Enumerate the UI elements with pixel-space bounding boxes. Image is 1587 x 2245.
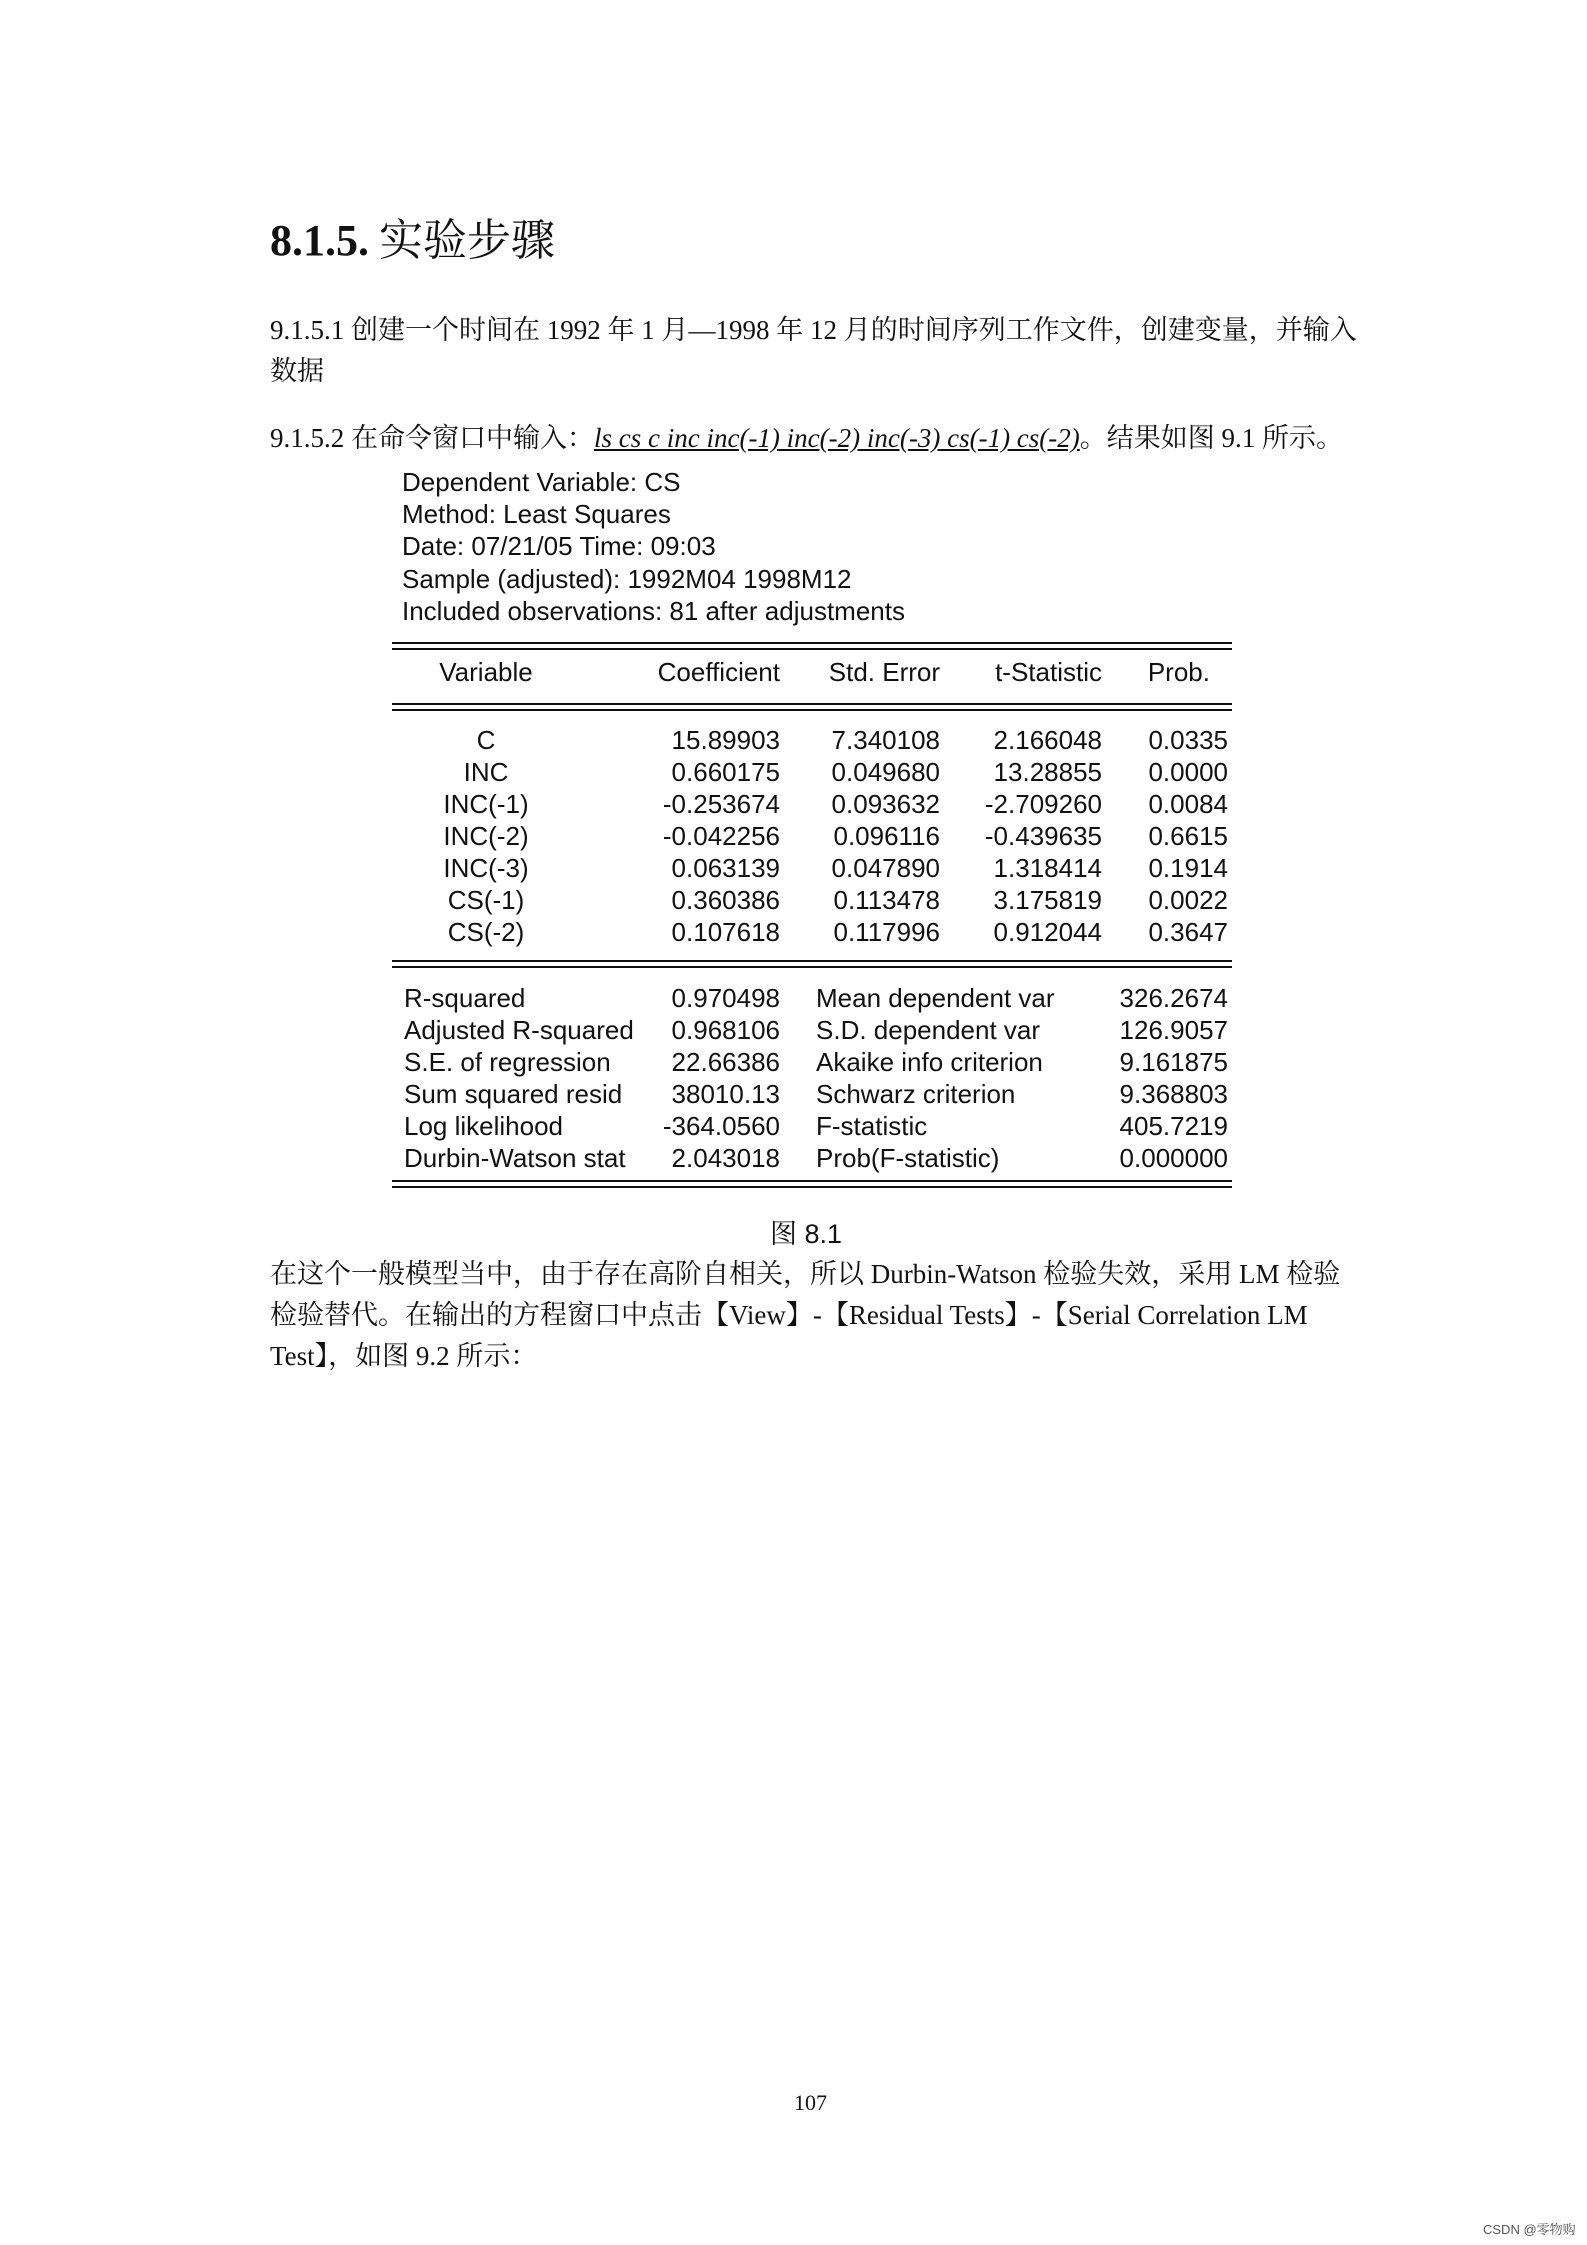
stats-rule	[392, 960, 1232, 962]
stat-value-left: 0.970498	[671, 983, 780, 1013]
step-3-paragraph: 在这个一般模型当中，由于存在高阶自相关，所以 Durbin-Watson 检验失效，采用 LM 检验检验替代。在输出的方程窗口中点击【View】-【Residual Tests】-【Serial Correlation LM Test】，如图 9.2 所示：	[270, 1259, 1341, 1371]
regression-output-header	[402, 466, 905, 627]
cell-std-error: 7.340108	[831, 725, 940, 755]
cell-prob: 0.6615	[1148, 821, 1228, 851]
date-line: Date: 07/21/05 Time: 09:03	[402, 531, 716, 562]
cell-std-error: 0.049680	[831, 757, 940, 787]
cell-t-statistic: 0.912044	[993, 917, 1102, 947]
sample-line: Sample (adjusted): 1992M04 1998M12	[402, 563, 852, 594]
stat-value-right: 405.7219	[1119, 1111, 1228, 1141]
coefficient-table-header	[392, 656, 1232, 688]
cell-variable: INC(-2)	[443, 821, 529, 851]
cell-prob: 0.0335	[1148, 725, 1228, 755]
method-line: Method: Least Squares	[402, 499, 671, 530]
cell-prob: 0.0022	[1148, 885, 1228, 915]
stat-row	[392, 1046, 1232, 1078]
step-2-prefix: 9.1.5.2 在命令窗口中输入：	[270, 423, 594, 453]
step-2-suffix: 。结果如图 9.1 所示。	[1079, 423, 1344, 453]
stat-label-right: Schwarz criterion	[816, 1079, 1016, 1109]
cell-variable: CS(-1)	[447, 885, 525, 915]
cell-variable: INC(-1)	[443, 789, 529, 819]
stat-value-left: 22.66386	[671, 1047, 780, 1077]
cell-variable: INC(-3)	[443, 853, 529, 883]
stat-value-right: 9.368803	[1119, 1079, 1228, 1109]
cell-prob: 0.0000	[1148, 757, 1228, 787]
stat-value-left: 0.968106	[671, 1015, 780, 1045]
cell-coefficient: 0.660175	[671, 757, 780, 787]
cell-coefficient: 0.063139	[671, 853, 780, 883]
col-header-std-error: Std. Error	[828, 657, 940, 687]
stat-label-left: Adjusted R-squared	[404, 1015, 634, 1045]
cell-prob: 0.0084	[1148, 789, 1228, 819]
stat-value-right: 126.9057	[1119, 1015, 1228, 1045]
stat-label-right: Mean dependent var	[816, 983, 1055, 1013]
stat-value-left: 38010.13	[671, 1079, 780, 1109]
table-top-rule-2	[392, 648, 1232, 650]
col-header-prob: Prob.	[1147, 657, 1210, 687]
table-row	[392, 724, 1232, 756]
stat-label-left: Durbin-Watson stat	[404, 1143, 626, 1173]
header-rule	[392, 703, 1232, 705]
table-top-rule	[392, 642, 1232, 644]
step-1-paragraph: 9.1.5.1 创建一个时间在 1992 年 1 月—1998 年 12 月的时间序列工作文件，创建变量，并输入数据	[270, 315, 1357, 386]
header-rule-2	[392, 709, 1232, 711]
dependent-variable-line: Dependent Variable: CS	[402, 467, 681, 497]
table-row	[392, 756, 1232, 788]
cell-prob: 0.3647	[1148, 917, 1228, 947]
cell-coefficient: -0.253674	[662, 789, 780, 819]
cell-variable: CS(-2)	[447, 917, 525, 947]
stat-label-left: Sum squared resid	[404, 1079, 623, 1109]
cell-std-error: 0.113478	[833, 885, 940, 915]
stat-label-left: S.E. of regression	[404, 1047, 611, 1077]
coefficient-table	[392, 724, 1232, 948]
table-row	[392, 916, 1232, 948]
stat-value-right: 326.2674	[1119, 983, 1228, 1013]
table-bottom-rule	[392, 1180, 1232, 1182]
cell-coefficient: 0.360386	[671, 885, 780, 915]
section-number: 8.1.5.	[270, 216, 369, 265]
observations-line: Included observations: 81 after adjustments	[402, 595, 905, 626]
cell-std-error: 0.047890	[831, 853, 940, 883]
table-bottom-rule-2	[392, 1186, 1232, 1188]
summary-statistics-table	[392, 982, 1232, 1174]
step-2-paragraph	[270, 418, 1360, 459]
stat-label-right: Akaike info criterion	[816, 1047, 1043, 1077]
stat-value-right: 0.000000	[1119, 1143, 1228, 1173]
cell-std-error: 0.096116	[833, 821, 940, 851]
section-heading	[270, 204, 555, 268]
cell-t-statistic: -0.439635	[984, 821, 1102, 851]
cell-variable: C	[476, 725, 496, 755]
stat-row	[392, 1078, 1232, 1110]
cell-std-error: 0.117996	[833, 917, 940, 947]
stat-label-right: Prob(F-statistic)	[816, 1143, 1000, 1173]
cell-variable: INC	[463, 757, 509, 787]
col-header-variable: Variable	[439, 657, 533, 687]
table-row	[392, 788, 1232, 820]
table-row	[392, 852, 1232, 884]
stat-value-right: 9.161875	[1119, 1047, 1228, 1077]
section-title: 实验步骤	[379, 216, 555, 265]
stat-value-left: 2.043018	[671, 1143, 780, 1173]
cell-t-statistic: 1.318414	[993, 853, 1102, 883]
stat-value-left: -364.0560	[662, 1111, 780, 1141]
stats-rule-2	[392, 966, 1232, 968]
cell-prob: 0.1914	[1148, 853, 1228, 883]
col-header-t-statistic: t-Statistic	[995, 657, 1102, 687]
stat-row	[392, 1014, 1232, 1046]
stat-label-left: Log likelihood	[404, 1111, 564, 1141]
cell-t-statistic: 3.175819	[993, 885, 1102, 915]
table-row	[392, 820, 1232, 852]
stat-label-left: R-squared	[404, 983, 526, 1013]
col-header-coefficient: Coefficient	[657, 657, 780, 687]
stat-row	[392, 1110, 1232, 1142]
cell-coefficient: 15.89903	[671, 725, 780, 755]
cell-std-error: 0.093632	[831, 789, 940, 819]
stat-row	[392, 1142, 1232, 1174]
cell-coefficient: 0.107618	[671, 917, 780, 947]
cell-t-statistic: 2.166048	[993, 725, 1102, 755]
table-row	[392, 884, 1232, 916]
cell-t-statistic: 13.28855	[993, 757, 1102, 787]
stat-label-right: S.D. dependent var	[816, 1015, 1041, 1045]
figure-caption: 图 8.1	[770, 1219, 843, 1249]
page-number: 107	[794, 2090, 827, 2115]
command-text: ls cs c inc inc(-1) inc(-2) inc(-3) cs(-1) cs(-2)	[594, 423, 1080, 453]
cell-t-statistic: -2.709260	[984, 789, 1102, 819]
stat-row	[392, 982, 1232, 1014]
stat-label-right: F-statistic	[816, 1111, 928, 1141]
watermark: CSDN @零物购	[1483, 2222, 1576, 2237]
cell-coefficient: -0.042256	[662, 821, 780, 851]
